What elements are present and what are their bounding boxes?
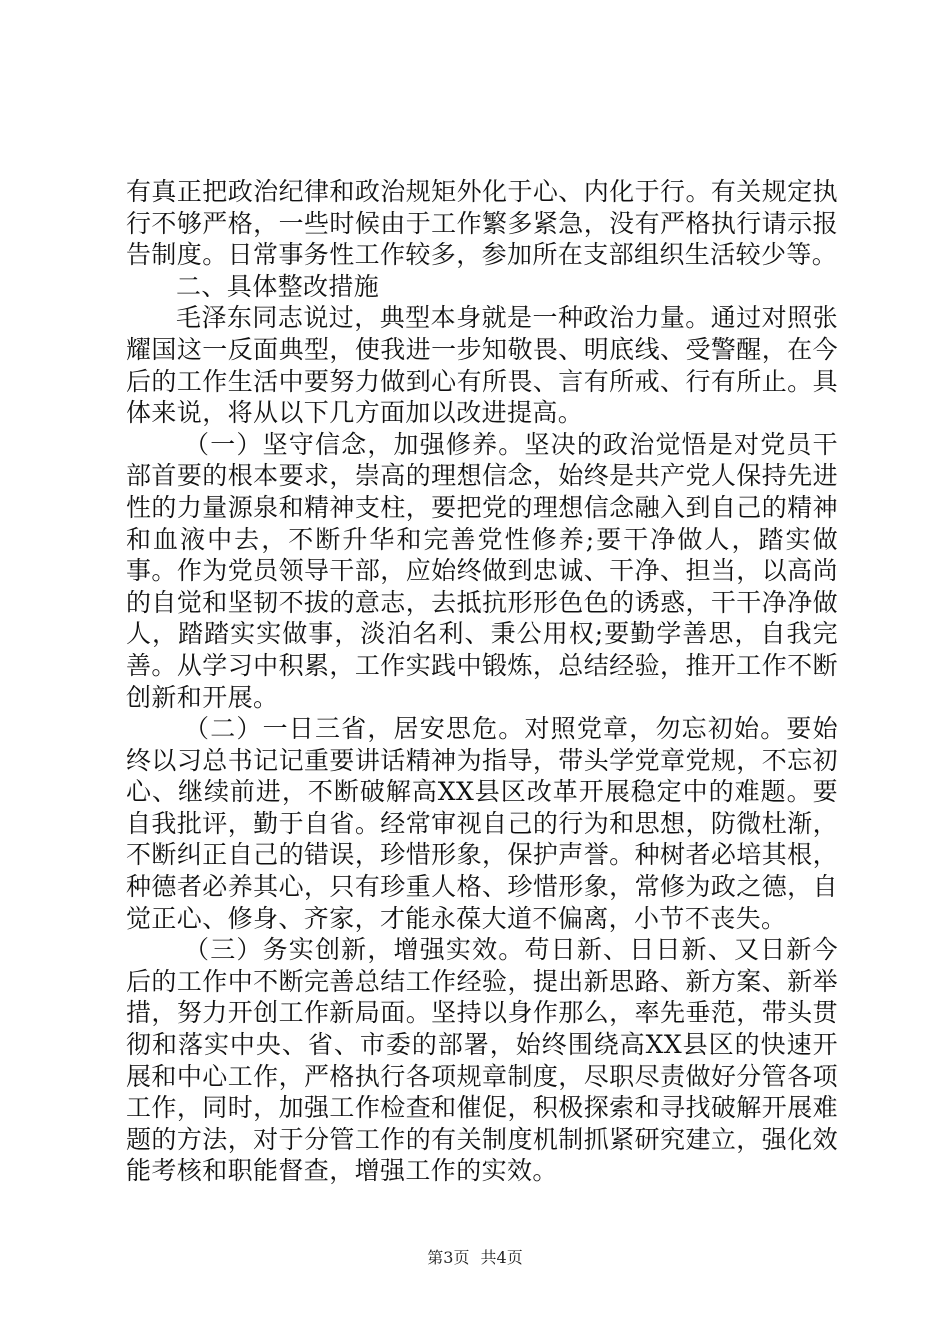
page-number: 第3页: [427, 1248, 470, 1267]
paragraph-intro: 毛泽东同志说过，典型本身就是一种政治力量。通过对照张耀国这一反面典型，使我进一步知敬畏、明底线、受警醒，在今后的工作生活中要努力做到心有所畏、言有所戒、行有所止。具体来说，将从以下几方面加以改进提高。: [126, 303, 838, 428]
page-footer: [0, 1248, 950, 1268]
paragraph-item-3: （三）务实创新，增强实效。苟日新、日日新、又日新今后的工作中不断完善总结工作经验，提出新思路、新方案、新举措，努力开创工作新局面。坚持以身作那么，率先垂范，带头贯彻和落实中央、省、市委的部署，始终围绕高XX县区的快速开展和中心工作，严格执行各项规章制度，尽职尽责做好分管各项工作，同时，加强工作检查和催促，积极探索和寻找破解开展难题的方法，对于分管工作的有关制度机制抓紧研究建立，强化效能考核和职能督查，增强工作的实效。: [126, 935, 838, 1186]
paragraph-continuation: 有真正把政治纪律和政治规矩外化于心、内化于行。有关规定执行不够严格，一些时候由于工作繁多紧急，没有严格执行请示报告制度。日常事务性工作较多，参加所在支部组织生活较少等。: [126, 177, 838, 270]
section-heading: 二、具体整改措施: [176, 271, 380, 301]
paragraph-item-1: （一）坚守信念，加强修养。坚决的政治觉悟是对党员干部首要的根本要求，崇高的理想信念，始终是共产党人保持先进性的力量源泉和精神支柱，要把党的理想信念融入到自己的精神和血液中去，不断升华和完善党性修养;要干净做人，踏实做事。作为党员领导干部，应始终做到忠诚、干净、担当，以高尚的自觉和坚韧不拔的意志，去抵抗形形色色的诱惑，干干净净做人，踏踏实实做事，淡泊名利、秉公用权;要勤学善思，自我完善。从学习中积累，工作实践中锻炼，总结经验，推开工作不断创新和开展。: [126, 429, 838, 712]
paragraph-item-2: （二）一日三省，居安思危。对照党章，勿忘初始。要始终以习总书记记重要讲话精神为指导，带头学党章党规，不忘初心、继续前进，不断破解高XX县区改革开展稳定中的难题。要自我批评，勤于自省。经常审视自己的行为和思想，防微杜渐，不断纠正自己的错误，珍惜形象，保护声誉。种树者必培其根，种德者必养其心，只有珍重人格、珍惜形象，常修为政之德，自觉正心、修身、齐家，才能永葆大道不偏离，小节不丧失。: [126, 714, 838, 933]
document-body: [126, 176, 838, 1187]
page-total: 共4页: [480, 1248, 523, 1267]
